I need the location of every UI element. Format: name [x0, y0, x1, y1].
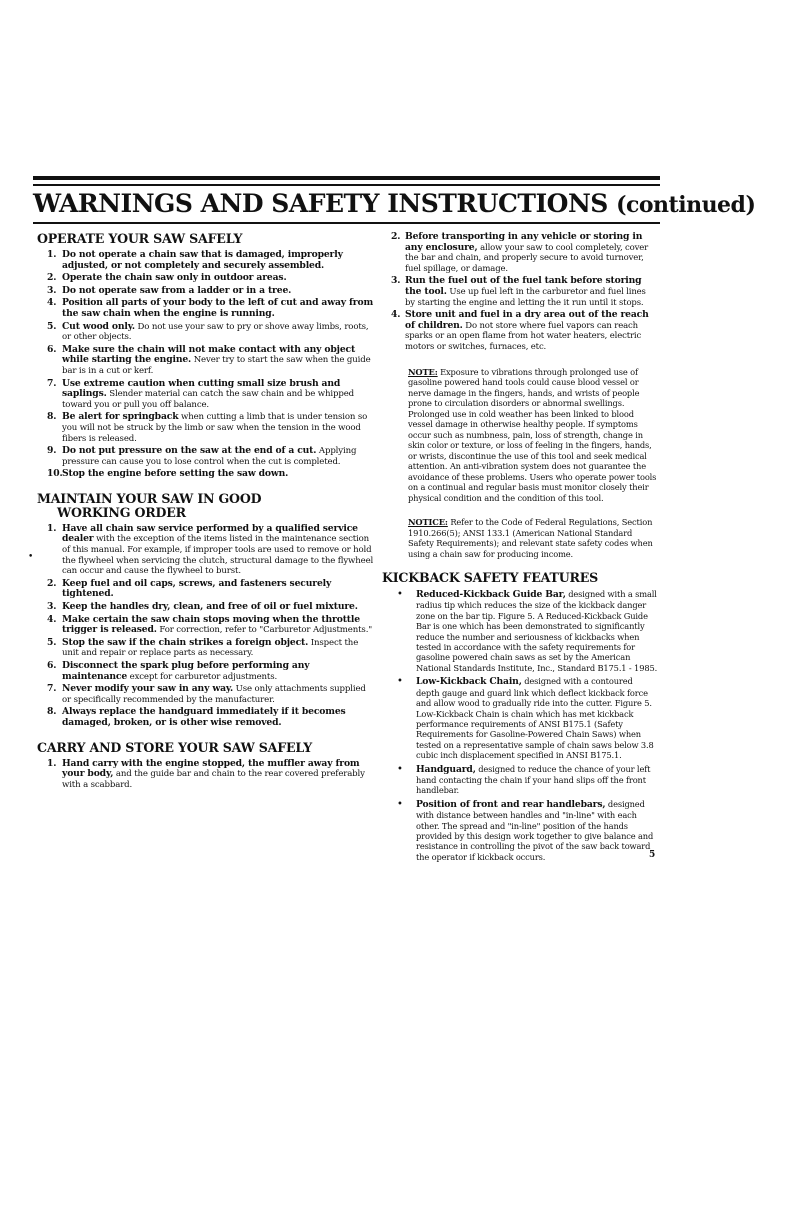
item-number: 1.	[47, 757, 57, 769]
list-item	[37, 524, 377, 577]
item-lead: Make certain the saw chain stops moving when the throttle trigger is released.	[62, 613, 360, 636]
list-item	[37, 322, 377, 343]
item-lead: Have all chain saw service performed by a qualified service dealer	[62, 522, 358, 545]
item-lead: Be alert for springback	[62, 411, 179, 423]
list-item	[37, 469, 377, 480]
maintain-heading-line1: MAINTAIN YOUR SAW IN GOOD	[37, 490, 262, 506]
list-item	[37, 250, 377, 271]
list-item	[37, 273, 377, 284]
item-text: Use only attachments supplied or specifically recommended by the manufacturer.	[62, 684, 366, 705]
item-number: 7.	[47, 377, 57, 389]
item-lead: Store unit and fuel in a dry area out of the reach of children.	[405, 309, 649, 331]
item-lead: Keep the handles dry, clean, and free of oil or fuel mixture.	[62, 601, 358, 613]
title-main: WARNINGS AND SAFETY INSTRUCTIONS	[33, 189, 608, 218]
list-item	[382, 310, 658, 352]
item-text: For correction, refer to "Carburetor Adjustments."	[159, 625, 373, 636]
item-lead: Use extreme caution when cutting small size brush and saplings.	[62, 377, 341, 400]
item-text: with the exception of the items listed in the maintenance section of this manual. For example, if improper tools are used to remove or hold the flywheel when servicing the clutch, structural damage to the flywheel can occur and cause the flywheel to burst.	[62, 534, 374, 577]
item-lead: Position all parts of your body to the left of cut and away from the saw chain when the engine is running.	[62, 297, 374, 319]
list-item	[37, 759, 377, 791]
title-continued: (continued)	[616, 192, 756, 218]
list-item	[37, 602, 377, 613]
page-number: 5	[649, 850, 656, 860]
list-item	[37, 412, 377, 444]
item-lead: Make sure the chain will not make contact with any object while starting the engine.	[62, 343, 356, 366]
kickback-heading: KICKBACK SAFETY FEATURES	[382, 570, 599, 586]
item-text: except for carburetor adjustments.	[129, 671, 278, 682]
page-title	[33, 188, 756, 221]
list-item	[37, 379, 377, 411]
item-lead: Do not put pressure on the saw at the end of a cut.	[62, 445, 317, 457]
note-text: Exposure to vibrations through prolonged use of gasoline powered hand tools could cause blood vessel or nerve damage in the fingers, hands, and wrists of people prone to circulation disorders or abnormal swellings. Prolonged use in cold weather has been linked to blood vessel damage in otherwise healthy people. If symptoms occur such as numbness, pain, loss of strength, change in skin color or texture, or loss of feeling in the fingers, hands, or wrists, discontinue the use of this tool and seek medical attention. An anti-vibration system does not guarantee the avoidance of these problems. Users who operate power tools on a continual and regular basis must monitor closely their physical condition and the condition of this tool.	[408, 366, 657, 503]
item-number: 8.	[47, 706, 57, 718]
item-text: when cutting a limb that is under tension so you will not be struck by the limb or saw when the tension in the wood fibers is released.	[62, 412, 368, 444]
item-number: 6.	[47, 660, 57, 671]
item-text: Applying pressure can cause you to lose control when the cut is completed.	[62, 446, 357, 467]
item-number: 2.	[47, 272, 57, 284]
kickback-list	[382, 589, 658, 862]
item-number: 2.	[47, 577, 57, 589]
item-text: allow your saw to cool completely, cover the bar and chain, and properly secure to avoid turnover, fuel spillage, or damage.	[405, 242, 649, 274]
item-number: 10.	[47, 468, 63, 480]
item-text: Do not use your saw to pry or shove away limbs, roots, or other objects.	[62, 321, 369, 343]
item-lead: Disconnect the spark plug before performing any maintenance	[62, 660, 310, 682]
item-number: 6.	[47, 343, 57, 355]
maintain-list	[37, 524, 377, 729]
list-item	[37, 684, 377, 705]
item-lead: Always replace the handguard immediately if it becomes damaged, broken, or is other wise removed.	[62, 706, 346, 728]
item-number: 9.	[47, 445, 57, 457]
item-lead: Before transporting in any vehicle or storing in any enclosure,	[405, 231, 643, 253]
item-number: 8.	[47, 411, 57, 423]
carry-list	[37, 759, 377, 791]
left-column	[37, 232, 377, 802]
item-text: Never try to start the saw when the guide bar is in a cut or kerf.	[62, 355, 371, 376]
item-text: and the guide bar and chain to the rear covered preferably with a scabbard.	[62, 769, 365, 790]
item-lead: Cut wood only.	[62, 320, 135, 332]
item-number: 7.	[47, 683, 57, 695]
item-number: 3.	[47, 601, 57, 613]
item-number: 3.	[47, 284, 57, 296]
bullet-lead: Low-Kickback Chain,	[416, 676, 522, 688]
margin-mark: •	[28, 552, 34, 562]
bullet-icon: •	[397, 676, 403, 688]
item-number: 2.	[391, 231, 401, 242]
maintain-heading-line2: WORKING ORDER	[57, 504, 186, 520]
list-item	[37, 661, 377, 682]
list-item	[37, 298, 377, 319]
notice-label: NOTICE:	[408, 517, 448, 528]
list-item	[37, 615, 377, 636]
item-number: 5.	[47, 320, 57, 332]
list-item	[37, 579, 377, 600]
bullet-text: designed with distance between handles and "in-line" with each other. The spread and "in-line" position of the hands provided by this design work together to give balance and resistance in controlling the pivot of the saw back toward the operator if kickback occurs.	[416, 798, 654, 862]
item-lead: Stop the saw if the chain strikes a foreign object.	[62, 636, 309, 648]
item-lead: Never modify your saw in any way.	[62, 683, 234, 695]
item-lead: Operate the chain saw only in outdoor areas.	[62, 272, 287, 284]
item-text: Use up fuel left in the carburetor and fuel lines by starting the engine and letting the it run until it stops.	[405, 286, 646, 308]
item-lead: Keep fuel and oil caps, screws, and fasteners securely tightened.	[62, 577, 332, 600]
item-lead: Do not operate a chain saw that is damaged, improperly adjusted, or not completely and securely assembled.	[62, 249, 343, 271]
note-block	[408, 367, 658, 504]
list-item	[37, 345, 377, 377]
top-rule-thin	[33, 184, 660, 186]
notice-block	[408, 517, 658, 559]
item-number: 1.	[47, 249, 57, 260]
item-number: 5.	[47, 636, 57, 648]
item-text: Inspect the unit and repair or replace parts as necessary.	[62, 637, 359, 659]
bullet-item	[382, 799, 658, 862]
item-text: Do not store where fuel vapors can reach sparks or an open flame from hot water heaters, electric motors or switches, furnaces, etc.	[405, 320, 642, 352]
bullet-lead: Handguard,	[416, 763, 476, 775]
list-item	[37, 286, 377, 297]
bullet-text: designed to reduce the chance of your left hand contacting the chain if your hand slips off the front handlebar.	[416, 763, 651, 796]
bullet-text: designed with a small radius tip which reduces the size of the kickback danger zone on the bar tip. Figure 5. A Reduced-Kickback Guide Bar is one which has been demonstrated to significantly reduce the number and seriousness of kickbacks when tested in accordance with the safety requirements for gasoline powered chain saws as set by the American National Standards Institute, Inc., Standard B175.1 - 1985.	[416, 589, 658, 673]
item-lead: Run the fuel out of the fuel tank before storing the tool.	[405, 275, 642, 297]
item-lead: Do not operate saw from a ladder or in a tree.	[62, 284, 292, 296]
item-number: 4.	[47, 613, 57, 625]
item-number: 1.	[47, 522, 57, 534]
bullet-icon: •	[397, 798, 403, 810]
bullet-lead: Reduced-Kickback Guide Bar,	[416, 589, 566, 601]
list-item	[382, 232, 658, 274]
bullet-text: designed with a contoured depth gauge and guard link which deflect kickback force and allow wood to gradually ride into the cutter. Figure 5. Low-Kickback Chain is chain which has met kickback performance requirements of ANSI B175.1 (Safety Requirements for Gasoline-Powered Chain Saws) when tested on a representative sample of chain saws below 3.8 cubic inch displacement specified in ANSI B175.1.	[416, 676, 654, 761]
top-rule-thick	[33, 176, 660, 180]
bullet-icon: •	[397, 763, 403, 775]
list-item	[382, 276, 658, 308]
item-lead: Stop the engine before setting the saw down.	[62, 468, 289, 480]
bullet-item	[382, 589, 658, 673]
item-text: Slender material can catch the saw chain and be whipped toward you or pull you off balance.	[62, 389, 354, 410]
bullet-lead: Position of front and rear handlebars,	[416, 798, 606, 810]
bullet-item	[382, 764, 658, 796]
list-item	[37, 446, 377, 467]
bullet-icon: •	[397, 589, 403, 601]
item-number: 4.	[391, 309, 401, 321]
carry-list-continued	[382, 232, 658, 353]
note-label: NOTE:	[408, 366, 438, 377]
operate-heading: OPERATE YOUR SAW SAFELY	[37, 231, 243, 246]
notice-text: Refer to the Code of Federal Regulations, Section 1910.266(5); ANSI 133.1 (American National Standard Safety Requirements); and relevant state safety codes when using a chain saw for producing income.	[408, 517, 653, 559]
bullet-item	[382, 676, 658, 760]
list-item	[37, 638, 377, 659]
item-lead: Hand carry with the engine stopped, the muffler away from your body,	[62, 757, 360, 780]
list-item	[37, 707, 377, 728]
item-number: 3.	[391, 275, 401, 287]
item-number: 4.	[47, 297, 57, 309]
operate-list	[37, 250, 377, 480]
carry-heading: CARRY AND STORE YOUR SAW SAFELY	[37, 739, 312, 755]
maintain-heading	[37, 492, 377, 520]
right-column	[382, 232, 658, 865]
title-underline	[33, 222, 660, 224]
